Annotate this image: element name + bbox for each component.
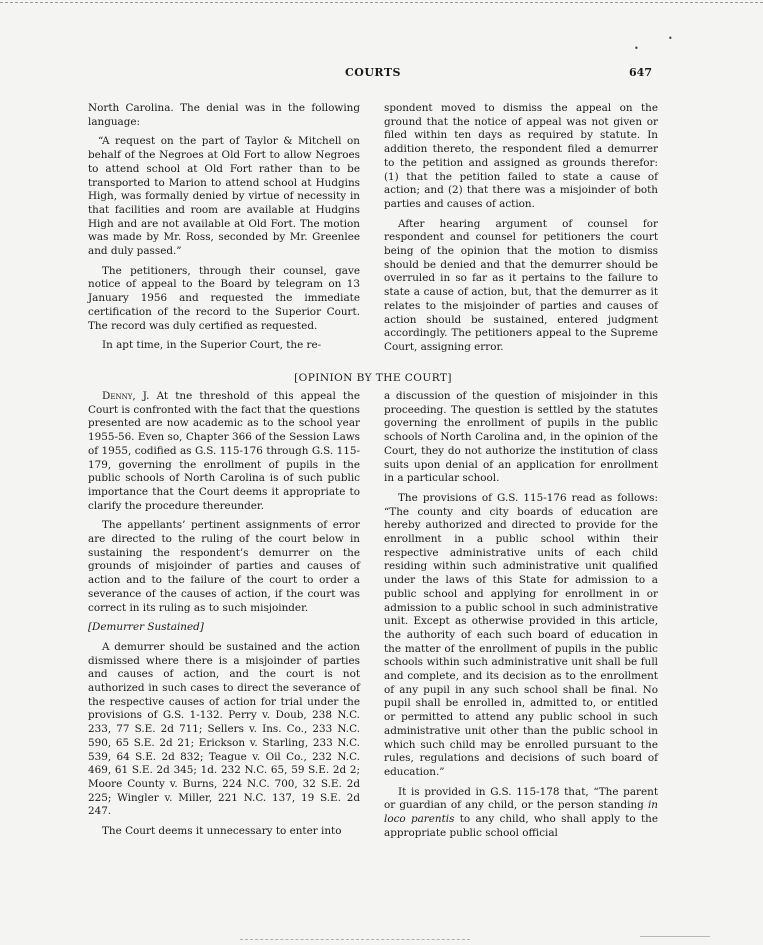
column-bottom-right (384, 390, 658, 847)
section-subheading: [Demurrer Sustained] (88, 621, 204, 634)
page-header (88, 66, 658, 82)
paragraph: In apt time, in the Superior Court, the re- (102, 339, 322, 352)
paragraph: A demurrer should be sustained and the action dismissed where there is a misjoinder of parties and causes of action, and the court is not authorized in such cases to direct the severance of the respective causes of action for trial under the provisions of G.S. 1-132. Perry v. Doub, 238 N.C. 233, 77 S.E. 2d 711; Sellers v. Ins. Co., 233 N.C. 590, 65 S.E. 2d 21; Erickson v. Starling, 233 N.C. 539, 64 S.E. 2d 832; Teague v. Oil Co., 232 N.C. 469, 61 S.E. 2d 345; 1d. 232 N.C. 65, 59 S.E. 2d 2; Moore County v. Burns, 224 N.C. 700, 32 S.E. 2d 225; Wingler v. Miller, 221 N.C. 137, 19 S.E. 2d 247. (88, 640, 360, 818)
opinion-author: Denny (102, 390, 133, 402)
block-quote: “A request on the part of Taylor & Mitchell on behalf of the Negroes at Old Fort to allow Negroes to attend school at Old Fort rather than to be transported to Marion to attend school at Hudgins High, was formally denied by virtue of necessity in that facilities and room are available at Hudgins High and are not available at Old Fort. The motion was made by Mr. Ross, seconded by Mr. Greenlee and duly passed.” (88, 135, 360, 258)
column-top-left (88, 102, 360, 359)
paragraph: The provisions of G.S. 115-176 read as follows: “The county and city boards of education are hereby authorized and directed to provide for the enrollment in a public school within their respective administrative units of each child residing within such administrative unit qualified under the laws of this State for admission to a public school and applying for enrollment in or admission to a public school in such administrative unit. Except as otherwise provided in this article, the authority of each such board of education in the matter of the enrollment of pupils in the public schools within such administrative unit shall be full and complete, and its decision as to the enrollment of any pupil in any such school shall be final. No pupil shall be enrolled in, admitted to, or entitled or permitted to attend any public school in such administrative unit other than the public school in which such child may be enrolled pursuant to the rules, regulations and decisions of such board of education.” (384, 491, 658, 778)
bottom-edge-rule (640, 936, 710, 937)
paragraph: a discussion of the question of misjoinder in this proceeding. The question is settled by the statutes governing the enrollment of pupils in the public schools of North Carolina and, in the opinion of the Court, they do not authorize the institution of class suits upon denial of an application for enrollment in a particular school. (384, 390, 658, 485)
ink-speck: • (634, 44, 639, 53)
paragraph: North Carolina. The denial was in the following language: (88, 102, 360, 128)
column-top-right (384, 102, 658, 361)
paragraph-text: , J. At tne threshold of this appeal the Court is confronted with the fact that the questions presented are now academic as to the school year 1955-56. Even so, Chapter 366 of the Session Laws of 1955, codified as G.S. 115-176 through G.S. 115-179, governing the enrollment of pupils in the public schools of North Carolina is of such public importance that the Court deems it appropriate to clarify the procedure thereunder. (88, 390, 360, 512)
paragraph: The appellants’ pertinent assignments of error are directed to the ruling of the court below in sustaining the respondent’s demurrer on the grounds of misjoinder of parties and causes of action and to the failure of the court to order a severance of the causes of action, if the court was correct in its ruling as to such misjoinder. (88, 519, 360, 614)
paragraph (88, 390, 360, 513)
bottom-edge-rule (240, 939, 470, 940)
ink-speck: • (668, 34, 673, 43)
paragraph: spondent moved to dismiss the appeal on the ground that the notice of appeal was not given or filed within ten days as required by statute. In addition thereto, the respondent filed a demurrer to the petition and assigned as grounds therefor: (1) that the petition failed to state a cause of action; and (2) that there was a misjoinder of both parties and causes of action. (384, 102, 658, 210)
paragraph-text: to any child, who shall apply to the appropriate public school official (384, 813, 658, 839)
paragraph (384, 786, 658, 841)
paragraph: After hearing argument of counsel for respondent and counsel for petitioners the court being of the opinion that the motion to dismiss should be denied and that the demurrer should be overruled in so far as it pertains to the failure to state a cause of action, but, that the demurrer as it relates to the misjoinder of parties and causes of action should be sustained, entered judgment accordingly. The petitioners appeal to the Supreme Court, assigning error. (384, 217, 658, 353)
paragraph: The Court deems it unnecessary to enter into (102, 825, 342, 838)
top-edge-rule (0, 2, 763, 3)
paragraph-text: It is provided in G.S. 115-178 that, “The parent or guardian of any child, or the person standing (384, 785, 658, 812)
column-bottom-left (88, 390, 360, 845)
paragraph: The petitioners, through their counsel, gave notice of appeal to the Board by telegram on 13 January 1956 and requested the immediate certification of the record to the Superior Court. The record was duly certified as requested. (88, 264, 360, 332)
page-number: 647 (629, 66, 652, 79)
latin-phrase: in loco parentis (384, 799, 658, 826)
running-head: COURTS (344, 66, 401, 79)
opinion-heading: [OPINION BY THE COURT] (294, 372, 452, 384)
